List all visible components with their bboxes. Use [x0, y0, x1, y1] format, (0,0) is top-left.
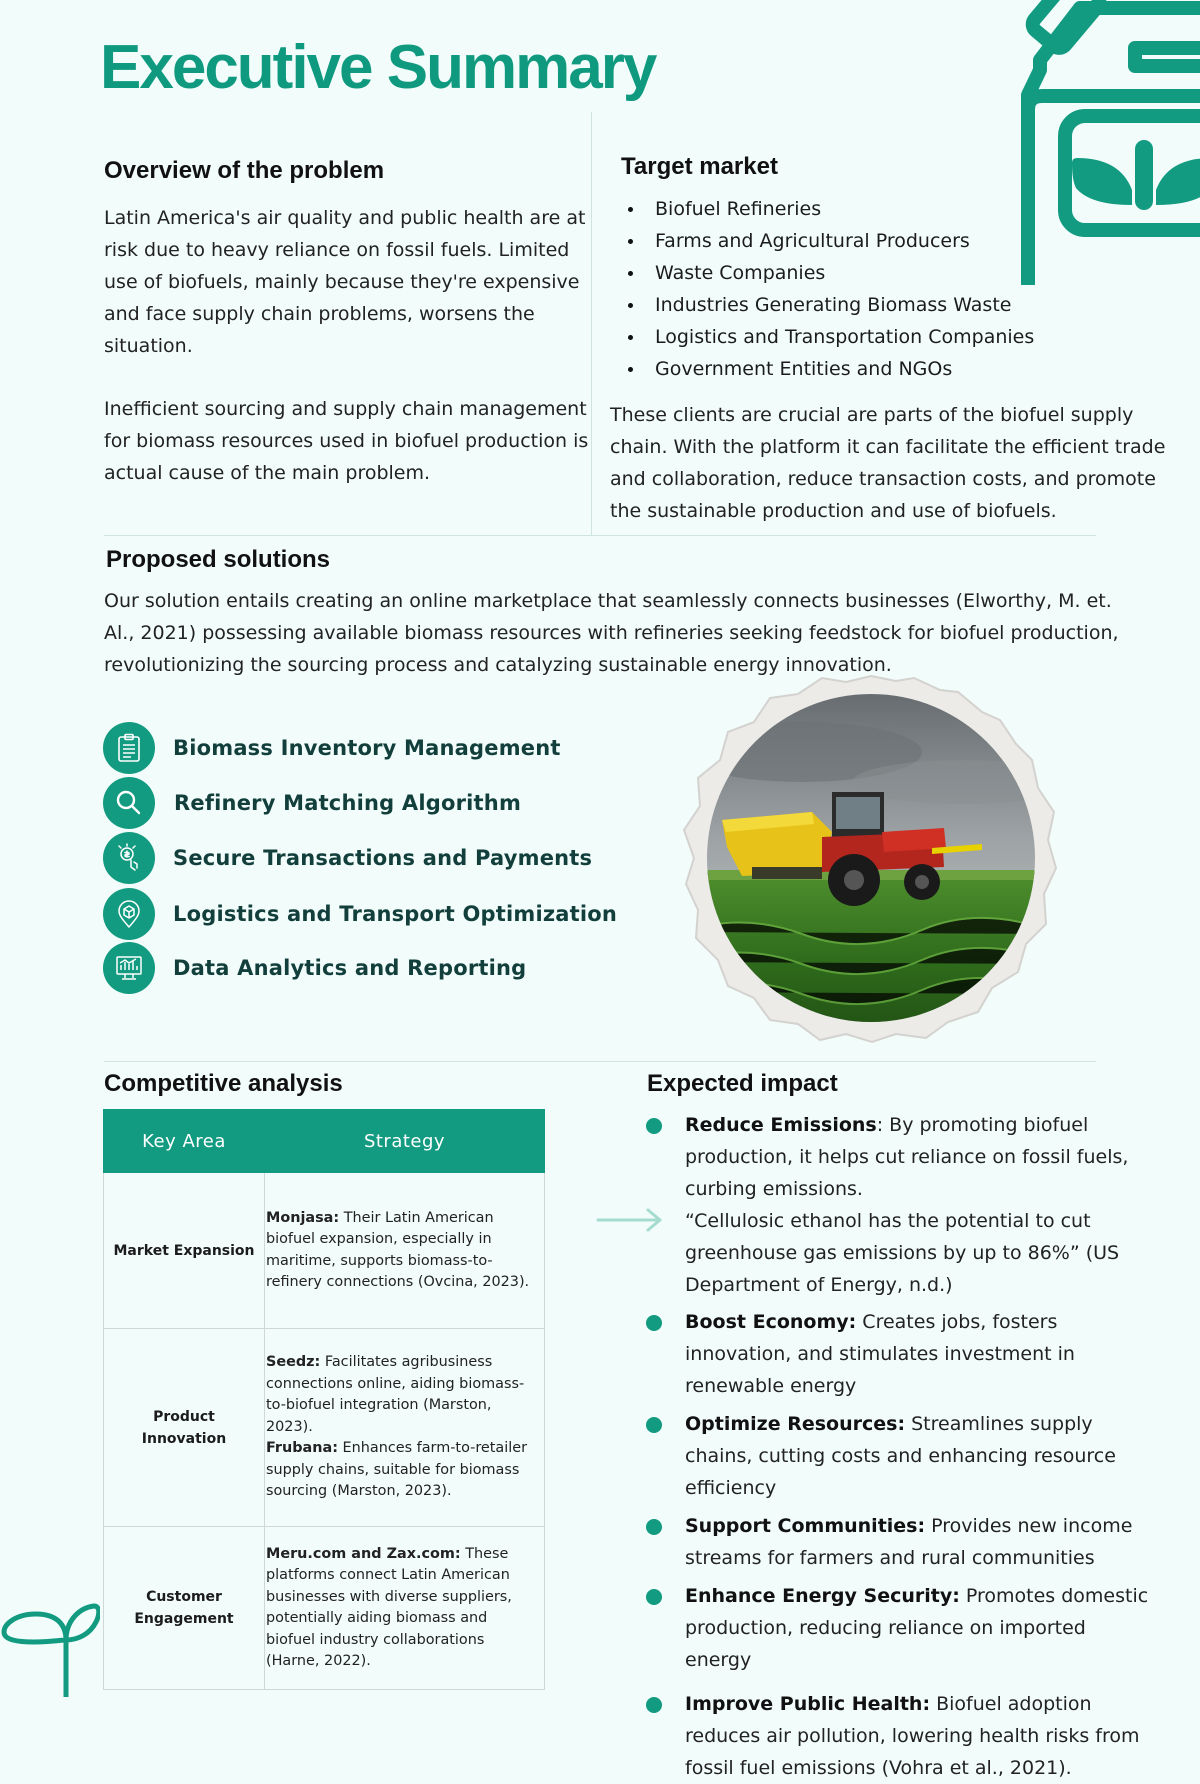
list-item — [685, 1408, 1155, 1504]
solutions-heading: Proposed solutions — [106, 546, 331, 573]
overview-paragraph-2: Inefficient sourcing and supply chain management for biomass resources used in biofuel production is actual cause of the main problem. — [104, 398, 589, 484]
competitor-description: Enhances farm-to-retailer supply chains, suitable for biomass sourcing (Marston, 2023). — [266, 1440, 528, 1500]
column-header-strategy: Strategy — [265, 1110, 545, 1173]
solutions-paragraph: Our solution entails creating an online marketplace that seamlessly connects businesses (Elworthy, M. et. Al., 2021) possessing available biomass resources with refineries seeking feedstock for biofuel production, revolutionizing the sourcing process and catalyzing sustainable energy innovation. — [104, 590, 1119, 676]
competitor-description: Facilitates agribusiness connections online, aiding biomass-to-biofuel integration (Marston, 2023). — [266, 1354, 525, 1435]
list-item: Waste Companies — [620, 257, 1160, 289]
competitive-table — [103, 1109, 545, 1690]
list-item: Farms and Agricultural Producers — [620, 225, 1160, 257]
list-item — [685, 1688, 1155, 1784]
table-row — [104, 1527, 545, 1690]
list-item: Government Entities and NGOs — [620, 353, 1160, 385]
impact-list — [685, 1109, 1155, 1784]
bullet-dot — [646, 1589, 662, 1605]
feature-item — [103, 942, 663, 994]
bullet-dot — [646, 1315, 662, 1331]
impact-title: Support Communities: — [685, 1515, 926, 1537]
competitor-name: Seedz: — [266, 1354, 321, 1371]
key-area-cell: Customer Engagement — [104, 1527, 265, 1690]
target-market-heading: Target market — [621, 153, 778, 180]
impact-title: Improve Public Health: — [685, 1693, 931, 1715]
feature-item — [103, 722, 663, 774]
impact-description: Promotes domestic production, reducing reliance on imported energy — [685, 1585, 1149, 1671]
competitor-name: Monjasa: — [266, 1209, 340, 1226]
feature-list — [103, 722, 663, 994]
feature-item — [103, 832, 663, 884]
key-area-cell: Market Expansion — [104, 1173, 265, 1329]
bullet-dot — [646, 1519, 662, 1535]
list-item — [685, 1510, 1155, 1574]
bullet-dot — [646, 1697, 662, 1713]
strategy-cell — [265, 1173, 545, 1329]
column-header-key-area: Key Area — [104, 1110, 265, 1173]
competitor-description: These platforms connect Latin American businesses with diverse suppliers, potentially aiding biomass and biofuel industry collaborations (Harne, 2022). — [266, 1545, 512, 1669]
clipboard-icon — [103, 722, 155, 774]
feature-label: Secure Transactions and Payments — [173, 846, 593, 870]
list-item — [685, 1109, 1155, 1301]
location-box-icon — [103, 888, 155, 940]
bullet-dot — [646, 1118, 662, 1134]
impact-quote: “Cellulosic ethanol has the potential to cut greenhouse gas emissions by up to 86%” (US Department of Energy, n.d.) — [685, 1210, 1120, 1296]
feature-item — [103, 777, 663, 829]
list-item: Logistics and Transportation Companies — [620, 321, 1160, 353]
impact-title: Reduce Emissions — [685, 1114, 877, 1136]
arrow-right-icon — [596, 1207, 666, 1233]
overview-paragraph-1: Latin America's air quality and public health are at risk due to heavy reliance on fossil fuels. Limited use of biofuels, mainly because they're expensive and face supply chain problems, worsens the situation. — [104, 207, 586, 357]
payment-touch-icon — [103, 832, 155, 884]
competitive-heading: Competitive analysis — [104, 1070, 343, 1097]
list-item: Biofuel Refineries — [620, 193, 1160, 225]
competitor-description: Their Latin American biofuel expansion, especially in maritime, supports biomass-to-refinery connections (Ovcina, 2023). — [266, 1209, 530, 1290]
impact-title: Boost Economy: — [685, 1311, 857, 1333]
target-market-list — [620, 193, 1160, 385]
strategy-cell — [265, 1527, 545, 1690]
competitor-name: Frubana: — [266, 1440, 338, 1457]
table-row — [104, 1329, 545, 1527]
feature-label: Refinery Matching Algorithm — [174, 791, 522, 815]
section-divider-bottom — [104, 1061, 1096, 1062]
impact-title: Optimize Resources: — [685, 1413, 906, 1435]
feature-item — [103, 888, 663, 940]
feature-label: Logistics and Transport Optimization — [173, 902, 618, 926]
impact-title: Enhance Energy Security: — [685, 1585, 960, 1607]
impact-description: Biofuel adoption reduces air pollution, lowering health risks from fossil fuel emissions (Vohra et al., 2021). — [685, 1693, 1140, 1779]
table-header-row — [104, 1110, 545, 1173]
competitor-name: Meru.com and Zax.com: — [266, 1545, 461, 1562]
impact-heading: Expected impact — [647, 1070, 838, 1097]
feature-label: Data Analytics and Reporting — [173, 956, 527, 980]
impact-description: Streamlines supply chains, cutting costs and enhancing resource efficiency — [685, 1413, 1116, 1499]
key-area-cell: Product Innovation — [104, 1329, 265, 1527]
feature-label: Biomass Inventory Management — [173, 736, 561, 760]
strategy-cell — [265, 1329, 545, 1527]
overview-heading: Overview of the problem — [104, 157, 385, 184]
impact-description: Creates jobs, fosters innovation, and stimulates investment in renewable energy — [685, 1311, 1075, 1397]
list-item — [685, 1306, 1155, 1402]
section-divider-top — [104, 535, 1096, 536]
impact-description: Provides new income streams for farmers and rural communities — [685, 1515, 1133, 1569]
sprout-icon — [0, 1600, 100, 1697]
impact-description: : By promoting biofuel production, it helps cut reliance on fossil fuels, curbing emissions. — [685, 1114, 1129, 1200]
analytics-monitor-icon — [103, 942, 155, 994]
magnifier-icon — [103, 777, 155, 829]
list-item: Industries Generating Biomass Waste — [620, 289, 1160, 321]
tractor-field-photo — [682, 672, 1060, 1044]
page-title: Executive Summary — [100, 33, 656, 102]
list-item — [685, 1580, 1155, 1676]
table-row — [104, 1173, 545, 1329]
bullet-dot — [646, 1417, 662, 1433]
target-market-paragraph: These clients are crucial are parts of the biofuel supply chain. With the platform it can facilitate the efficient trade and collaboration, reduce transaction costs, and promote the sustainable production and use of biofuels. — [610, 404, 1166, 522]
